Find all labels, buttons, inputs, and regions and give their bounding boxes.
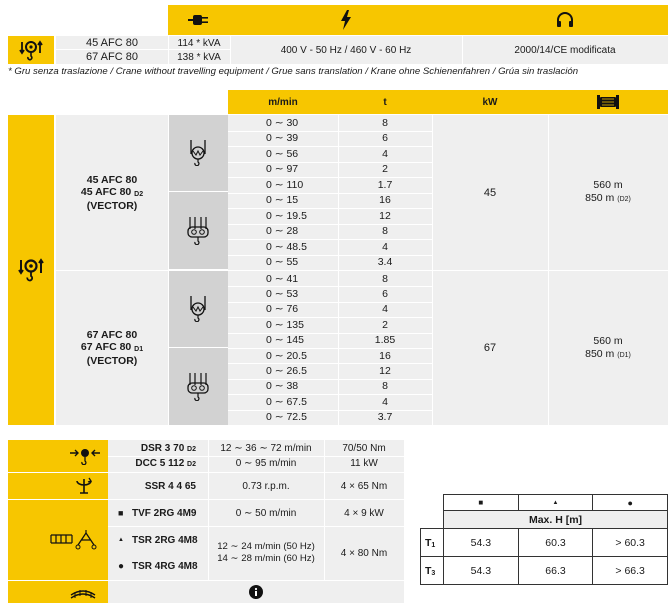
model-line: 45 AFC 80 xyxy=(80,185,132,198)
load-cell: 4 xyxy=(382,240,388,253)
load-cell: 1.85 xyxy=(374,334,396,347)
model-line: 67 AFC 80 xyxy=(80,341,132,353)
hoist-rows-group-1 xyxy=(228,115,432,270)
speed-cell: 0 ∼ 53 xyxy=(266,288,299,301)
reeving-2-falls-icon xyxy=(168,271,228,348)
circle-symbol: ● xyxy=(118,560,125,572)
load-cell: 8 xyxy=(382,225,388,238)
circle-symbol: ● xyxy=(593,495,668,511)
headphones-icon xyxy=(462,5,668,35)
rope-group-1 xyxy=(548,115,668,270)
footnote: * Gru senza traslazione / Crane without travelling equipment / Grue sans translation / Krane ohne Schienenfahren / Grúa sin traslación xyxy=(8,66,579,77)
travel-2-name: ▲ TSR 2RG 4M8 xyxy=(118,534,198,546)
table-row xyxy=(228,379,432,395)
trolley-icon xyxy=(8,440,108,472)
hoist-section-icon xyxy=(8,115,54,425)
table-row xyxy=(228,394,432,410)
rope-length-alt: 850 m xyxy=(585,347,615,360)
speed-cell: 0 ∼ 72.5 xyxy=(266,411,307,424)
travel-2-value: 4 × 80 Nm xyxy=(340,547,388,559)
model-line: 67 AFC 80 xyxy=(86,329,138,341)
row-label-t1: T1 xyxy=(421,529,444,557)
trolley-2-speed: 0 ∼ 95 m/min xyxy=(235,458,297,469)
speed-line: 12 ∼ 24 m/min (50 Hz) xyxy=(217,541,315,552)
table-row xyxy=(228,193,432,210)
speed-cell: 0 ∼ 67.5 xyxy=(266,395,307,408)
power-voltage: 400 V - 50 Hz / 460 V - 60 Hz xyxy=(280,44,412,56)
trolley-2-name: DCC 5 112 D2 xyxy=(135,458,196,469)
square-symbol: ■ xyxy=(444,495,519,511)
reeving-4-falls-icon xyxy=(168,348,228,425)
height-cell: 66.3 xyxy=(518,557,593,585)
height-cell: 54.3 xyxy=(444,557,519,585)
table-row xyxy=(228,363,432,379)
trolley-1-value: 70/50 Nm xyxy=(342,443,386,454)
speed-cell: 0 ∼ 19.5 xyxy=(266,209,307,222)
speed-cell: 0 ∼ 38 xyxy=(266,380,299,393)
table-row xyxy=(228,224,432,241)
speed-cell: 0 ∼ 135 xyxy=(266,318,304,331)
rope-group-2 xyxy=(548,271,668,425)
travel-1-value: 4 × 9 kW xyxy=(344,507,384,519)
load-cell: 16 xyxy=(379,349,391,362)
table-row xyxy=(228,208,432,225)
info-icon[interactable] xyxy=(108,581,404,603)
table-row xyxy=(228,115,432,132)
slewing-value: 4 × 65 Nm xyxy=(340,480,388,492)
height-cell: 54.3 xyxy=(444,529,519,557)
speed-cell: 0 ∼ 110 xyxy=(266,178,304,191)
load-cell: 12 xyxy=(379,365,391,378)
table-row xyxy=(228,286,432,302)
height-cell: > 60.3 xyxy=(593,529,668,557)
speed-cell: 0 ∼ 41 xyxy=(266,272,299,285)
table-row xyxy=(228,255,432,272)
speed-cell: 0 ∼ 26.5 xyxy=(266,365,307,378)
kw-group-1: 45 xyxy=(483,186,497,199)
header-load: t xyxy=(383,96,387,108)
rail-track-icon xyxy=(8,581,108,603)
rope-suffix: (D2) xyxy=(617,196,631,203)
travel-1-speed: 0 ∼ 50 m/min xyxy=(235,507,297,519)
rope-length: 560 m xyxy=(593,334,623,347)
rope-length-alt: 850 m xyxy=(585,192,615,204)
table-row xyxy=(228,239,432,256)
power-kva-1: 114 * kVA xyxy=(177,37,221,49)
table-row xyxy=(228,162,432,179)
hoist-rows-group-2 xyxy=(228,271,432,425)
table-row xyxy=(228,302,432,318)
header-speed: m/min xyxy=(268,96,298,108)
table-row xyxy=(228,348,432,364)
load-cell: 8 xyxy=(382,272,388,285)
load-cell: 4 xyxy=(382,303,388,316)
power-kva-2: 138 * kVA xyxy=(177,51,221,63)
kw-group-2: 67 xyxy=(483,342,497,354)
power-noise-directive: 2000/14/CE modificata xyxy=(514,44,616,56)
rope-suffix: (D1) xyxy=(617,351,631,359)
speed-line: 14 ∼ 28 m/min (60 Hz) xyxy=(217,553,315,564)
speed-cell: 0 ∼ 48.5 xyxy=(266,240,307,253)
power-model-1: 45 AFC 80 xyxy=(86,37,138,49)
speed-cell: 0 ∼ 145 xyxy=(266,334,304,347)
travel-icon xyxy=(8,500,108,580)
plug-icon xyxy=(168,5,230,35)
load-cell: 2 xyxy=(382,318,388,331)
height-cell: > 66.3 xyxy=(593,557,668,585)
lightning-icon xyxy=(230,5,462,35)
speed-cell: 0 ∼ 15 xyxy=(266,194,299,207)
travel-1-name: ■ TVF 2RG 4M9 xyxy=(118,507,197,519)
table-row xyxy=(228,146,432,163)
load-cell: 8 xyxy=(382,380,388,393)
speed-cell: 0 ∼ 56 xyxy=(266,147,299,160)
slewing-speed: 0.73 r.p.m. xyxy=(242,480,290,492)
table-row xyxy=(228,333,432,349)
square-symbol: ■ xyxy=(118,508,124,518)
reeving-2-falls-icon xyxy=(168,115,228,192)
speed-cell: 0 ∼ 39 xyxy=(266,132,299,145)
load-cell: 8 xyxy=(382,116,388,129)
model-line: (VECTOR) xyxy=(86,355,138,367)
load-cell: 2 xyxy=(382,163,388,176)
trolley-1-speed: 12 ∼ 36 ∼ 72 m/min xyxy=(220,443,312,454)
load-cell: 4 xyxy=(382,395,388,408)
model-line: (VECTOR) xyxy=(86,199,138,212)
load-cell: 3.4 xyxy=(377,256,393,269)
load-cell: 6 xyxy=(382,288,388,301)
table-row xyxy=(228,317,432,333)
speed-cell: 0 ∼ 97 xyxy=(266,163,299,176)
load-cell: 12 xyxy=(379,209,391,222)
power-model-2: 67 AFC 80 xyxy=(86,51,138,63)
model-suffix: D1 xyxy=(134,346,144,353)
load-cell: 16 xyxy=(379,194,391,207)
model-line: 45 AFC 80 xyxy=(86,173,138,186)
height-cell: 60.3 xyxy=(518,529,593,557)
trolley-1-name: DSR 3 70 D2 xyxy=(140,443,196,454)
table-row xyxy=(228,177,432,194)
header-kw: kW xyxy=(482,96,498,108)
load-cell: 6 xyxy=(382,132,388,145)
row-label-t3: T3 xyxy=(421,557,444,585)
height-title: Max. H [m] xyxy=(444,511,668,529)
speed-cell: 0 ∼ 28 xyxy=(266,225,299,238)
load-cell: 3.7 xyxy=(377,411,393,424)
table-row xyxy=(228,131,432,148)
crane-hoist-icon xyxy=(8,36,54,64)
slewing-icon xyxy=(8,473,108,499)
power-divider xyxy=(56,49,230,50)
trolley-2-value: 11 kW xyxy=(350,458,378,469)
table-row xyxy=(228,271,432,287)
load-cell: 1.7 xyxy=(377,178,393,191)
triangle-symbol: ▲ xyxy=(518,495,593,511)
table-row xyxy=(228,410,432,425)
model-suffix: D2 xyxy=(134,190,144,198)
speed-cell: 0 ∼ 55 xyxy=(266,256,299,269)
rope-length: 560 m xyxy=(593,179,623,191)
speed-cell: 0 ∼ 30 xyxy=(266,116,299,129)
height-table xyxy=(420,494,668,585)
triangle-symbol: ▲ xyxy=(118,537,124,543)
travel-3-name: ● TSR 4RG 4M8 xyxy=(118,560,198,572)
reeving-4-falls-icon xyxy=(168,192,228,270)
travel-2-speed xyxy=(208,527,324,579)
load-cell: 4 xyxy=(382,147,388,160)
speed-cell: 0 ∼ 20.5 xyxy=(266,349,307,362)
hoist-model-group-1 xyxy=(56,115,168,270)
hoist-model-group-2 xyxy=(56,271,168,425)
speed-cell: 0 ∼ 76 xyxy=(266,303,299,316)
slewing-name: SSR 4 4 65 xyxy=(144,480,196,492)
rope-drum-icon xyxy=(548,90,668,114)
